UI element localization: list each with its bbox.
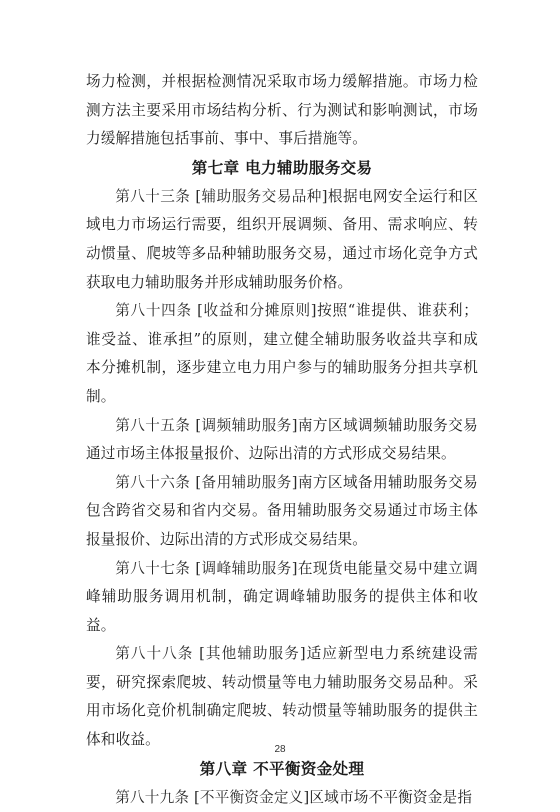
article-number: 第八十七条 <box>115 559 191 577</box>
article-title: [收益和分摊原则] <box>197 302 317 320</box>
article-text: 南方区域备用辅助服务交易包含跨省交易和省内交易。备用辅助服务交易通过市场主体报量报价、边际出清的方式形成交易结果。 <box>86 473 478 548</box>
article-number: 第八十四条 <box>115 302 192 320</box>
article-text: 区域市场不平衡资金是指 <box>309 788 473 806</box>
article-paragraph <box>86 555 478 641</box>
article-paragraph <box>86 784 478 812</box>
page-content <box>86 68 478 812</box>
article-paragraph <box>86 412 478 469</box>
page-number: 28 <box>274 744 286 755</box>
article-text: 南方区域调频辅助服务交易通过市场主体报量报价、边际出清的方式形成交易结果。 <box>86 416 478 463</box>
article-text: 在现货电能量交易中建立调峰辅助服务调用机制，确定调峰辅助服务的提供主体和收益。 <box>86 559 478 634</box>
article-title: [调峰辅助服务] <box>195 559 298 577</box>
article-title: [辅助服务交易品种] <box>195 187 328 205</box>
article-text: 按照“谁提供、谁获利；谁受益、谁承担”的原则，建立健全辅助服务收益共享和成本分摊机制，逐步建立电力用户参与的辅助服务分担共享机制。 <box>86 302 478 405</box>
article-paragraph <box>86 183 478 297</box>
article-number: 第八十五条 <box>115 416 191 434</box>
article-text: 适应新型电力系统建设需要，研究探索爬坡、转动惯量等电力辅助服务交易品种。采用市场化竞价机制确定爬坡、转动惯量等辅助服务的提供主体和收益。 <box>86 645 478 749</box>
article-paragraph <box>86 297 478 411</box>
article-title: [其他辅助服务] <box>199 645 306 663</box>
article-paragraph <box>86 640 478 754</box>
article-title: [备用辅助服务] <box>195 473 298 491</box>
article-number: 第八十三条 <box>115 187 191 205</box>
article-text: 根据电网安全运行和区域电力市场运行需要，组织开展调频、备用、需求响应、转动惯量、爬坡等多品种辅助服务交易，通过市场化竞争方式获取电力辅助服务并形成辅助服务价格。 <box>86 187 478 291</box>
article-number: 第八十八条 <box>115 645 194 663</box>
article-paragraph <box>86 469 478 555</box>
article-number: 第八十六条 <box>115 473 191 491</box>
article-number: 第八十九条 <box>115 788 190 806</box>
article-title: [不平衡资金定义] <box>194 788 310 806</box>
paragraph: 场力检测，并根据检测情况采取市场力缓解措施。市场力检测方法主要采用市场结构分析、行为测试和影响测试，市场力缓解措施包括事前、事中、事后措施等。 <box>86 73 478 148</box>
article-title: [调频辅助服务] <box>195 416 298 434</box>
chapter-heading: 第八章 不平衡资金处理 <box>199 759 365 778</box>
chapter-heading: 第七章 电力辅助服务交易 <box>191 158 373 177</box>
